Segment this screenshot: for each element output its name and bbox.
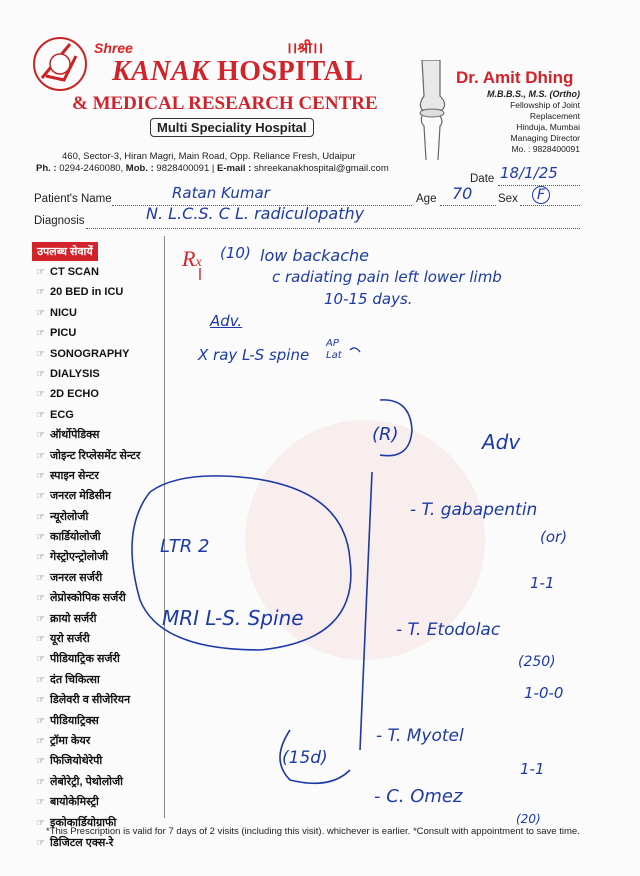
sex-label: Sex	[498, 193, 518, 205]
sri-label: ।।श्री।।	[286, 40, 324, 57]
pointing-hand-icon: ☞	[36, 695, 45, 707]
hospital-name-rest: HOSPITAL	[209, 56, 364, 87]
email-address: shreekanakhospital@gmail.com	[253, 163, 389, 174]
service-label: डिजिटल एक्स-रे	[50, 836, 114, 849]
advice-label: Adv.	[210, 312, 243, 330]
service-label: बायोकेमिस्ट्री	[50, 796, 99, 809]
service-label: फिजियोथेरेपी	[50, 755, 103, 768]
email-label: E-mail :	[217, 163, 252, 174]
pointing-hand-icon: ☞	[36, 715, 45, 727]
duration-15d: (15d)	[282, 748, 328, 768]
service-label: न्यूरोलोजी	[50, 510, 89, 523]
pointing-hand-icon: ☞	[36, 613, 45, 625]
doctor-fellowship-place: Hinduja, Mumbai	[516, 122, 580, 132]
pointing-hand-icon: ☞	[36, 552, 45, 564]
pointing-hand-icon: ☞	[36, 430, 45, 442]
xray-views: AP Lat	[326, 338, 342, 361]
doctor-name: Dr. Amit Dhing	[456, 68, 574, 87]
doctor-role: Managing Director	[510, 133, 580, 143]
doctor-mobile: Mo. : 9828400091	[511, 144, 580, 154]
service-label: इकोकार्डियोग्राफी	[50, 816, 117, 829]
pointing-hand-icon: ☞	[36, 634, 45, 646]
pointing-hand-icon: ☞	[36, 267, 45, 278]
complaint-line2: c radiating pain left lower limb	[272, 268, 502, 286]
contact-line: Ph. : 0294-2460080, Mob. : 9828400091 | E-mail : shreekanakhospital@gmail.com	[36, 163, 389, 174]
pointing-hand-icon: ☞	[36, 307, 45, 319]
service-label: SONOGRAPHY	[50, 347, 130, 360]
pointing-hand-icon: ☞	[36, 368, 45, 380]
service-label: PICU	[50, 327, 77, 340]
hospital-name-italic: KANAK	[112, 56, 210, 87]
doctor-degree: M.B.B.S., M.S. (Ortho)	[487, 89, 580, 99]
service-label: ECG	[50, 408, 74, 421]
service-label: DIALYSIS	[50, 367, 100, 380]
mob-number: 9828400091	[156, 163, 210, 174]
xray-advice: X ray L-S spine	[198, 346, 310, 364]
complaint-number: (10)	[220, 244, 251, 262]
rx-letter: R	[182, 246, 196, 271]
pointing-hand-icon: ☞	[36, 776, 45, 788]
service-label: ऑर्थोपेडिक्स	[50, 429, 100, 442]
medicine-1: - T. gabapentin	[410, 500, 538, 520]
pointing-hand-icon: ☞	[36, 674, 45, 686]
pointing-hand-icon: ☞	[36, 470, 45, 482]
pointing-hand-icon: ☞	[36, 593, 45, 605]
complaint-line3: 10-15 days.	[324, 290, 413, 308]
date-value: 18/1/25	[500, 164, 558, 182]
pointing-hand-icon: ☞	[36, 389, 45, 401]
service-label: स्पाइन सेन्टर	[50, 469, 99, 482]
pointing-hand-icon: ☞	[36, 328, 45, 340]
hospital-subtitle: & MEDICAL RESEARCH CENTRE	[72, 93, 378, 114]
service-label: पीडियाट्रिक सर्जरी	[50, 653, 120, 666]
service-label: NICU	[50, 306, 77, 319]
service-label: ट्रॉमा केयर	[50, 734, 91, 747]
phone-label: Ph. :	[36, 163, 57, 174]
rx-mark-2: (R)	[372, 424, 399, 445]
service-label: CT SCAN	[50, 266, 99, 278]
complaint-line1: low backache	[260, 246, 370, 265]
service-label: जनरल मेडिसीन	[50, 490, 111, 503]
pointing-hand-icon: ☞	[36, 572, 45, 584]
patient-name-value: Ratan Kumar	[172, 184, 270, 202]
medicine-2-dose: 1-0-0	[524, 684, 564, 702]
pointing-hand-icon: ☞	[36, 287, 45, 299]
age-value: 70	[452, 184, 473, 203]
service-label: गेस्ट्रोएन्ट्रोलोजी	[50, 551, 109, 564]
rx-sub: x	[195, 255, 202, 270]
medicine-1-dose: 1-1	[530, 574, 555, 592]
services-title: उपलब्ध सेवायें	[32, 242, 98, 261]
pointing-hand-icon: ☞	[36, 348, 45, 360]
footer-note: *This Prescription is valid for 7 days of 2 visits (including this visit). whichever is earlier. *Consult with appointment to save time.	[46, 826, 580, 837]
mri-advice: MRI L-S. Spine	[162, 606, 304, 630]
pointing-hand-icon: ☞	[36, 735, 45, 747]
medicine-3-dose: 1-1	[520, 760, 545, 778]
pointing-hand-icon: ☞	[36, 409, 45, 421]
sex-value: F	[532, 186, 550, 204]
service-label: पीडियाट्रिक्स	[50, 714, 99, 727]
service-label: जनरल सर्जरी	[50, 571, 103, 584]
medicine-4-strength: (20)	[516, 812, 541, 826]
medicine-2-strength: (250)	[518, 654, 556, 670]
medicine-1-note: (or)	[540, 528, 568, 546]
service-label: कार्डियोलोजी	[50, 531, 101, 544]
medicine-4: - C. Omez	[374, 786, 463, 807]
speciality-tag: Multi Speciality Hospital	[150, 118, 314, 137]
pointing-hand-icon: ☞	[36, 491, 45, 503]
service-label: 2D ECHO	[50, 388, 99, 401]
medicine-3: - T. Myotel	[376, 726, 464, 746]
service-label: जोइन्ट रिप्लेसमेंट सेन्टर	[50, 449, 141, 462]
service-label: 20 BED in ICU	[50, 286, 124, 299]
pointing-hand-icon: ☞	[36, 450, 45, 462]
service-label: क्रायो सर्जरी	[50, 612, 97, 625]
pointing-hand-icon: ☞	[36, 817, 45, 829]
hospital-address: 460, Sector-3, Hiran Magri, Main Road, Opp. Reliance Fresh, Udaipur	[62, 151, 356, 162]
pointing-hand-icon: ☞	[36, 511, 45, 523]
age-label: Age	[416, 193, 437, 205]
pointing-hand-icon: ☞	[36, 837, 45, 849]
pointing-hand-icon: ☞	[36, 654, 45, 666]
service-label: डिलेवरी व सीजेरियन	[50, 694, 131, 707]
date-label: Date	[470, 173, 495, 185]
mri-prefix: LTR 2	[160, 536, 210, 557]
service-label: लेप्रोस्कोपिक सर्जरी	[50, 592, 126, 605]
diagnosis-label: Diagnosis	[34, 215, 85, 227]
pointing-hand-icon: ☞	[36, 756, 45, 768]
phone-number: 0294-2460080,	[59, 163, 124, 174]
mob-label: Mob. :	[125, 163, 154, 174]
patient-name-label: Patient's Name	[34, 193, 112, 205]
pointing-hand-icon: ☞	[36, 532, 45, 544]
service-label: दंत चिकित्सा	[50, 673, 100, 686]
pointing-hand-icon: ☞	[36, 797, 45, 809]
shree-label: Shree	[94, 40, 133, 56]
advice-label-2: Adv	[482, 430, 521, 454]
medicine-2: - T. Etodolac	[396, 620, 501, 640]
service-label: लेबोरेट्री, पेथोलोजी	[50, 775, 124, 788]
diagnosis-value: N. L.C.S. C L. radiculopathy	[146, 204, 365, 223]
service-label: यूरो सर्जरी	[50, 633, 90, 646]
doctor-fellowship: Fellowship of Joint Replacement	[510, 100, 580, 121]
